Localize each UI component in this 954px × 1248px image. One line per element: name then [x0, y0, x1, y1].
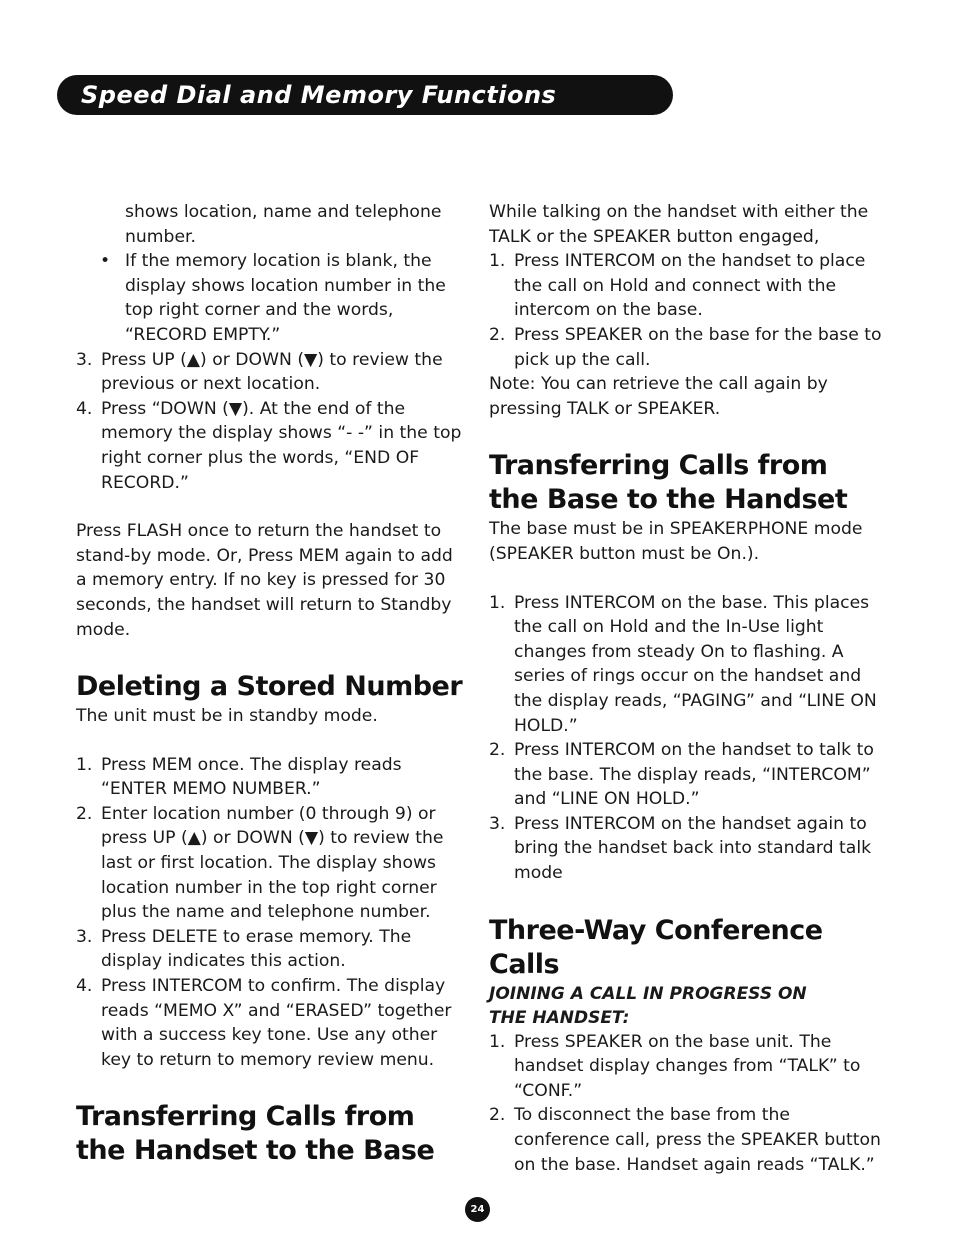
- note-text: Note: You can retrieve the call again by pressing TALK or SPEAKER.: [489, 374, 828, 419]
- heading-line: the Handset to the Base: [76, 1135, 435, 1167]
- list-item: [489, 249, 884, 323]
- step-number: 1.: [489, 1031, 506, 1052]
- deleting-intro: The unit must be in standby mode.: [76, 706, 378, 727]
- heading-line: Transferring Calls from: [76, 1101, 415, 1133]
- step-number: 1.: [489, 251, 506, 272]
- list-item: [489, 1103, 884, 1177]
- list-item: [76, 348, 468, 397]
- list-item: [76, 802, 468, 925]
- list-item: [76, 397, 468, 495]
- step-text: Enter location number (0 through 9) or press UP (▲) or DOWN (▼) to review the last or first location. The display shows location number in the top right corner plus the name and telephone number.: [101, 803, 444, 923]
- continued-text: shows location, name and telephone number.: [125, 202, 442, 247]
- list-item: [489, 591, 884, 739]
- step-text: To disconnect the base from the conference call, press the SPEAKER button on the base. Handset again reads “TALK.”: [514, 1105, 881, 1175]
- step-number: 2.: [489, 740, 506, 761]
- step-text: Press DELETE to erase memory. The display indicates this action.: [101, 926, 412, 972]
- step-text: Press MEM once. The display reads “ENTER MEMO NUMBER.”: [101, 754, 402, 800]
- list-item: [489, 1030, 884, 1104]
- bullet-text: If the memory location is blank, the display shows location number in the top right corner and the words, “RECORD EMPTY.”: [125, 251, 446, 345]
- conference-heading: [489, 914, 884, 982]
- transfer-base-to-handset-heading: [489, 449, 884, 517]
- step-number: 3.: [489, 813, 506, 834]
- step-number: 2.: [76, 803, 93, 824]
- step-text: Press SPEAKER on the base for the base to pick up the call.: [514, 324, 882, 370]
- step-text: Press INTERCOM on the handset to talk to the base. The display reads, “INTERCOM” and “LINE ON HOLD.”: [514, 740, 874, 810]
- list-item: [489, 323, 884, 372]
- section-banner: [57, 75, 673, 115]
- step-number: 1.: [76, 754, 93, 775]
- subhead-line: THE HANDSET:: [489, 1007, 630, 1028]
- page-number: 24: [465, 1197, 490, 1222]
- heading-line: the Base to the Handset: [489, 484, 848, 516]
- left-column: [76, 200, 468, 1168]
- list-item: [489, 812, 884, 886]
- deleting-heading: Deleting a Stored Number: [76, 671, 463, 703]
- step-text: Press SPEAKER on the base unit. The handset display changes from “TALK” to “CONF.”: [514, 1031, 861, 1101]
- step-text: Press INTERCOM on the handset to place the call on Hold and connect with the intercom on the base.: [514, 251, 866, 321]
- heading-line: Three-Way Conference: [489, 914, 823, 946]
- bullet-icon: •: [100, 251, 111, 272]
- flash-paragraph: Press FLASH once to return the handset to stand-by mode. Or, Press MEM again to add a memory entry. If no key is pressed for 30 seconds, the handset will return to Standby mode.: [76, 521, 453, 640]
- list-item: [76, 249, 468, 347]
- list-item: [76, 753, 468, 802]
- step-text: Press “DOWN (▼). At the end of the memory the display shows “- -” in the top right corner plus the words, “END OF RECORD.”: [101, 398, 462, 493]
- section-title: Speed Dial and Memory Functions: [81, 81, 557, 109]
- right-intro: While talking on the handset with either the TALK or the SPEAKER button engaged,: [489, 202, 869, 247]
- list-item: [76, 925, 468, 974]
- step-number: 2.: [489, 1105, 506, 1126]
- heading-line: Transferring Calls from: [489, 450, 828, 482]
- step-text: Press UP (▲) or DOWN (▼) to review the previous or next location.: [101, 349, 443, 395]
- step-text: Press INTERCOM on the base. This places the call on Hold and the In-Use light changes from steady On to flashing. A series of rings occur on the handset and the display reads, “PAGING” and “LINE ON HOLD.”: [514, 592, 877, 736]
- step-text: Press INTERCOM on the handset again to bring the handset back into standard talk mode: [514, 813, 872, 884]
- list-item: [76, 974, 468, 1072]
- step-number: 4.: [76, 976, 93, 997]
- transfer-intro: The base must be in SPEAKERPHONE mode (SPEAKER button must be On.).: [489, 519, 863, 564]
- step-number: 3.: [76, 926, 93, 947]
- step-text: Press INTERCOM to confirm. The display reads “MEMO X” and “ERASED” together with a success key tone. Use any other key to return to memory review menu.: [101, 976, 452, 1070]
- transfer-handset-to-base-heading: [76, 1100, 468, 1168]
- step-number: 4.: [76, 398, 93, 419]
- subhead-line: JOINING A CALL IN PROGRESS ON: [489, 983, 807, 1004]
- step-number: 3.: [76, 349, 93, 370]
- right-column: [489, 200, 884, 1177]
- step-number: 1.: [489, 592, 506, 613]
- list-item: [489, 738, 884, 812]
- step-number: 2.: [489, 324, 506, 345]
- heading-line: Calls: [489, 948, 560, 980]
- conference-subhead: [489, 982, 884, 1030]
